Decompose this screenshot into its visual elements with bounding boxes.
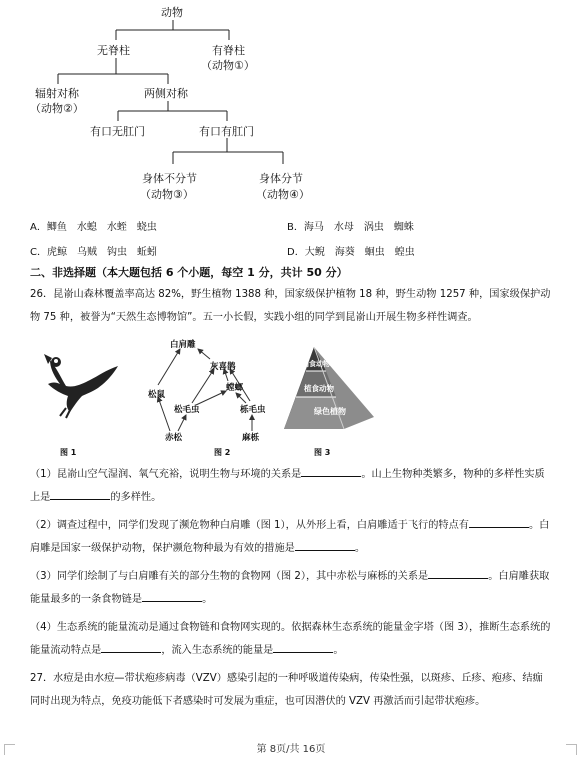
web-red-pine: 赤松 [165,433,183,443]
tree-vertebrate: 有脊柱 [212,44,245,57]
page-footer: 第 8页/共 16页 [256,744,326,755]
web-squirrel: 松鼠 [148,390,166,400]
tree-mouth-anus: 有口有肛门 [199,125,254,138]
tree-radial: 辐射对称 [35,87,79,100]
section-title: 二、非选择题（本大题包括 6 个小题，每空 1 分，共计 50 分） [30,266,348,279]
q26-part1 [30,463,552,509]
q26-part1-text-a: （1）昆嵛山空气湿润、氧气充裕，说明生物与环境的关系是 [30,469,302,480]
q26-part4-text-c: 。 [333,645,344,656]
tree-invertebrate: 无脊柱 [97,44,130,57]
web-grey-magpie: 灰喜鹊 [210,362,236,372]
tree-mouth-no-anus: 有口无肛门 [90,125,145,138]
eagle-figure [36,350,126,420]
tree-animal1: （动物①） [201,59,255,72]
web-eagle: 白肩雕 [170,340,196,350]
figure-2-caption: 图 2 [214,448,231,457]
option-d: D．大鲵 海葵 蛔虫 蝗虫 [287,247,415,258]
q26-part2-blank-1[interactable] [469,516,529,528]
q26-part2-text-c: 。 [354,543,366,554]
tree-animal4: （动物④） [256,188,310,201]
tree-animal2: （动物②） [30,102,84,115]
q26-part1-blank-1[interactable] [301,465,361,477]
q26-part3-text-a: （3）同学们绘制了与白肩雕有关的部分生物的食物网（图 2），其中赤松与麻栎的关系是 [30,571,429,582]
q26-part4-text-a: （4）生态系统的能量流动是通过食物链和食物网实现的。依据森林生态系统的能量金字塔（图 3），推断生态系统的能量流动特点是 [30,622,551,656]
q26-part4-blank-2[interactable] [273,641,333,653]
pyramid-middle-label: 植食动物 [304,384,334,393]
q26-part2 [30,514,552,560]
figure-3-caption: 图 3 [314,448,331,457]
corner-mark-right [566,744,577,755]
pyramid-top-label: 肉食动物 [302,360,330,368]
q26-part4-blank-1[interactable] [101,641,161,653]
figure-1-caption: 图 1 [60,448,77,457]
q26-part3 [30,565,552,611]
q26-part3-text-c: 。 [202,594,213,605]
tree-unsegmented: 身体不分节 [142,172,197,185]
option-c: C．虎鲸 乌贼 钩虫 蚯蚓 [30,247,157,258]
pyramid-bottom-label: 绿色植物 [314,407,346,416]
tree-root: 动物 [161,6,183,19]
corner-mark-left [4,744,15,755]
q26-part3-blank-2[interactable] [142,590,202,602]
q26-part2-blank-2[interactable] [295,539,355,551]
q26-part2-text-a: （2）调查过程中，同学们发现了濒危物种白肩雕（图 1），从外形上看，白肩雕适于飞行的特点有 [30,520,469,531]
q26-part1-blank-2[interactable] [50,488,110,500]
q26-part2-text-b: 。白肩雕是国家一级保护动物，保护濒危物种最为有效的措施是 [30,520,550,554]
q26-intro: 26．昆嵛山森林覆盖率高达 82%，野生植物 1388 种，国家级保护植物 18 种，野生动物 1257 种，国家级保护动物 75 种，被誉为“天然生态博物馆”。五一小长假，实践小组的同学到昆嵛山开展生物多样性调查。 [30,289,551,323]
tree-animal3: （动物③） [140,188,194,201]
option-b: B．海马 水母 涡虫 蜘蛛 [287,222,414,233]
q26-part1-text-c: 的多样性。 [110,492,162,503]
web-oak-caterpillar: 栎毛虫 [240,405,266,415]
web-pine-caterpillar: 松毛虫 [174,405,200,415]
q26-part4-text-b: ，流入生态系统的能量是 [161,645,274,656]
q26-part1-text-b: 。山上生物种类繁多，物种的多样性实质上是 [30,469,545,503]
q27-text: 27．水痘是由水痘—带状疱疹病毒（VZV）感染引起的一种呼吸道传染病，传染性强，以斑疹、丘疹、疱疹、结痂同时出现为特点，免疫功能低下者感染时可发展为重症，也可因潜伏的 VZV 再激活而引起带状疱疹。 [30,673,543,707]
tree-segmented: 身体分节 [259,172,303,185]
option-a: A．鲫鱼 水螅 水蛭 蛲虫 [30,222,157,233]
q26-part3-blank-1[interactable] [428,567,488,579]
q26-part3-text-b: 。白肩雕获取能量最多的一条食物链是 [30,571,550,605]
q26-part4 [30,616,552,662]
tree-bilateral: 两侧对称 [144,87,188,100]
web-oak: 麻栎 [242,433,260,443]
web-mantis: 螳螂 [226,383,244,393]
